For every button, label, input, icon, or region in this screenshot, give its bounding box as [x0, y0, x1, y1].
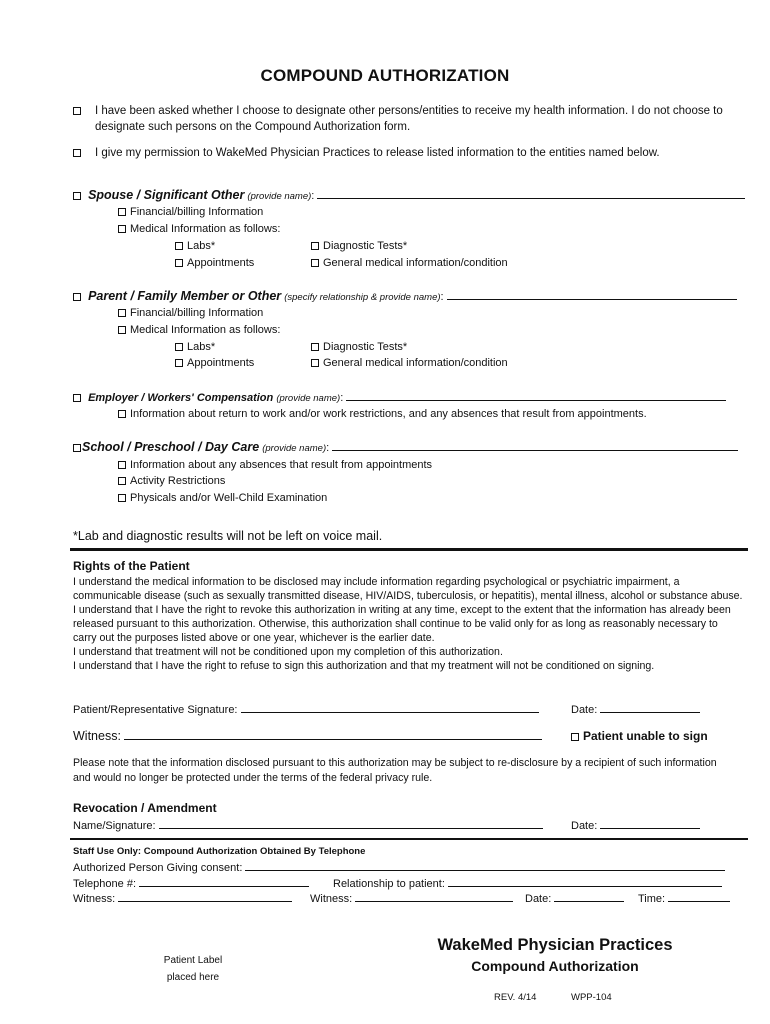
patient-date-label: Date:	[571, 704, 598, 716]
parent-appointments-label: Appointments	[187, 357, 255, 369]
school-physicals-checkbox[interactable]	[118, 494, 126, 502]
school-absences-label: Information about any absences that result from appointments	[130, 459, 433, 471]
revocation-name-label: Name/Signature:	[73, 820, 156, 832]
staff-date-row	[525, 891, 624, 905]
statement-2-text: I give my permission to WakeMed Physician Practices to release listed information to the entities named below.	[95, 147, 660, 159]
school-activity-checkbox[interactable]	[118, 477, 126, 485]
statement-2-checkbox[interactable]	[73, 149, 81, 157]
staff-telephone-field[interactable]	[139, 876, 309, 887]
parent-labs-option	[175, 341, 215, 353]
form-code: WPP-104	[571, 992, 612, 1003]
staff-consent-field[interactable]	[245, 860, 725, 871]
patient-date-row	[571, 702, 700, 716]
staff-witness-1-field[interactable]	[118, 891, 292, 902]
spouse-name-field[interactable]	[317, 188, 745, 199]
spouse-financial-checkbox[interactable]	[118, 208, 126, 216]
school-absences-option	[118, 459, 432, 471]
spouse-labs-option	[175, 240, 215, 252]
staff-witness-1-label: Witness:	[73, 893, 116, 905]
parent-financial-label: Financial/billing Information	[130, 307, 264, 319]
rights-text	[73, 575, 743, 673]
witness-row	[73, 729, 542, 743]
employer-return-checkbox[interactable]	[118, 410, 126, 418]
parent-diagnostic-option	[311, 341, 407, 353]
spouse-financial-option	[118, 206, 263, 218]
spouse-labs-label: Labs*	[187, 240, 216, 252]
statement-1-text: I have been asked whether I choose to designate other persons/entities to receive my health information. I do not choose to designate such persons on the Compound Authorization form.	[95, 105, 723, 133]
spouse-general-option	[311, 257, 508, 269]
staff-consent-label: Authorized Person Giving consent:	[73, 862, 243, 874]
staff-date-field[interactable]	[554, 891, 624, 902]
spouse-medical-checkbox[interactable]	[118, 225, 126, 233]
patient-label-area	[150, 952, 236, 986]
patient-signature-row	[73, 702, 539, 716]
staff-witness-2-field[interactable]	[355, 891, 513, 902]
revocation-date-row	[571, 818, 700, 832]
patient-signature-label: Patient/Representative Signature:	[73, 704, 238, 716]
employer-return-label: Information about return to work and/or work restrictions, and any absences that result from appointments.	[130, 408, 647, 420]
revision: REV. 4/14	[494, 992, 537, 1003]
patient-signature-field[interactable]	[241, 702, 539, 713]
staff-time-field[interactable]	[668, 891, 730, 902]
parent-medical-option	[118, 324, 280, 336]
employer-hint: (provide name)	[276, 393, 341, 404]
parent-hint: (specify relationship & provide name)	[284, 292, 441, 303]
employer-return-option	[118, 408, 647, 420]
employer-label: Employer / Workers' Compensation	[88, 392, 274, 404]
org-name: WakeMed Physician Practices	[437, 936, 673, 954]
staff-telephone-row	[73, 876, 309, 890]
patient-date-field[interactable]	[600, 702, 700, 713]
rights-line-4: I understand that I have the right to refuse to sign this authorization and that my treatment will not be conditioned on signing.	[73, 660, 655, 672]
staff-date-label: Date:	[525, 893, 552, 905]
spouse-row	[73, 188, 748, 202]
staff-relationship-row	[333, 876, 722, 890]
school-colon: :	[326, 442, 330, 454]
spouse-colon: :	[311, 190, 315, 202]
rights-line-3: I understand that treatment will not be conditioned upon my completion of this authorization.	[73, 646, 503, 658]
patient-unable-label: Patient unable to sign	[583, 729, 708, 743]
parent-financial-checkbox[interactable]	[118, 309, 126, 317]
parent-colon: :	[440, 291, 444, 303]
statement-1-row	[73, 103, 743, 135]
parent-medical-checkbox[interactable]	[118, 326, 126, 334]
revocation-name-field[interactable]	[159, 818, 543, 829]
parent-general-checkbox[interactable]	[311, 359, 319, 367]
staff-witness-1-row	[73, 891, 292, 905]
section-divider	[70, 548, 748, 551]
spouse-diagnostic-checkbox[interactable]	[311, 242, 319, 250]
employer-row	[73, 390, 748, 404]
staff-witness-2-row	[310, 891, 513, 905]
school-hint: (provide name)	[262, 443, 327, 454]
spouse-label: Spouse / Significant Other	[88, 188, 245, 202]
school-activity-option	[118, 475, 225, 487]
school-physicals-option	[118, 492, 327, 504]
parent-name-field[interactable]	[447, 289, 737, 300]
staff-consent-row	[73, 860, 725, 874]
spouse-medical-label: Medical Information as follows:	[130, 223, 281, 235]
staff-heading: Staff Use Only: Compound Authorization Obtained By Telephone	[73, 846, 366, 857]
spouse-appointments-option	[175, 257, 254, 269]
rights-line-1: I understand the medical information to be disclosed may include information regarding psychological or psychiatric impairment, a communicable disease (such as sexually transmitted disease, HIV/AIDS, tuberculosis, or hepatitis), mental illness, alcohol or substance abuse.	[73, 576, 743, 602]
school-physicals-label: Physicals and/or Well-Child Examination	[130, 492, 328, 504]
patient-unable-checkbox[interactable]	[571, 733, 579, 741]
parent-financial-option	[118, 307, 263, 319]
spouse-hint: (provide name)	[247, 191, 312, 202]
spouse-medical-option	[118, 223, 280, 235]
revocation-name-row	[73, 818, 543, 832]
staff-time-label: Time:	[638, 893, 666, 905]
parent-labs-label: Labs*	[187, 341, 216, 353]
parent-general-label: General medical information/condition	[323, 357, 508, 369]
school-absences-checkbox[interactable]	[118, 461, 126, 469]
form-name: Compound Authorization	[471, 958, 639, 974]
parent-labs-checkbox[interactable]	[175, 343, 183, 351]
revocation-date-field[interactable]	[600, 818, 700, 829]
spouse-financial-label: Financial/billing Information	[130, 206, 264, 218]
spouse-general-label: General medical information/condition	[323, 257, 508, 269]
patient-label-line-2: placed here	[166, 972, 220, 983]
statement-1-checkbox[interactable]	[73, 107, 81, 115]
spouse-appointments-label: Appointments	[187, 257, 255, 269]
spouse-general-checkbox[interactable]	[311, 259, 319, 267]
patient-label-line-1: Patient Label	[163, 955, 223, 966]
staff-divider	[70, 838, 748, 840]
patient-unable-row	[571, 729, 708, 743]
school-row	[73, 440, 748, 454]
parent-appointments-checkbox[interactable]	[175, 359, 183, 367]
revocation-heading: Revocation / Amendment	[73, 801, 217, 815]
parent-row	[73, 289, 748, 303]
statement-2-row	[73, 145, 743, 161]
staff-telephone-label: Telephone #:	[73, 878, 136, 890]
school-name-field[interactable]	[332, 440, 738, 451]
school-checkbox[interactable]	[73, 444, 81, 452]
rights-heading: Rights of the Patient	[73, 559, 190, 573]
parent-appointments-option	[175, 357, 254, 369]
parent-label: Parent / Family Member or Other	[88, 289, 282, 303]
parent-general-option	[311, 357, 508, 369]
parent-diagnostic-label: Diagnostic Tests*	[323, 341, 408, 353]
spouse-diagnostic-label: Diagnostic Tests*	[323, 240, 408, 252]
employer-checkbox[interactable]	[73, 394, 81, 402]
witness-signature-field[interactable]	[124, 729, 542, 740]
witness-label: Witness:	[73, 729, 121, 743]
rights-line-2: I understand that I have the right to revoke this authorization in writing at any time, except to the extent that the information has already been released pursuant to this authorization. Otherwise, this authorization shall continue to be valid only for as long as reasonably necessary to carry out the purposes listed above or one year, whichever is the earlier date.	[73, 604, 731, 644]
parent-diagnostic-checkbox[interactable]	[311, 343, 319, 351]
staff-witness-2-label: Witness:	[310, 893, 353, 905]
spouse-appointments-checkbox[interactable]	[175, 259, 183, 267]
school-label: School / Preschool / Day Care	[82, 440, 260, 454]
revocation-date-label: Date:	[571, 820, 598, 832]
staff-relationship-field[interactable]	[448, 876, 722, 887]
school-activity-label: Activity Restrictions	[130, 475, 226, 487]
staff-relationship-label: Relationship to patient:	[333, 878, 445, 890]
disclosure-note: Please note that the information disclosed pursuant to this authorization may be subject to re-disclosure by a recipient of such information and would no longer be protected under the terms of the federal privacy rule.	[73, 757, 717, 784]
spouse-diagnostic-option	[311, 240, 407, 252]
lab-note: *Lab and diagnostic results will not be left on voice mail.	[73, 529, 383, 543]
parent-medical-label: Medical Information as follows:	[130, 324, 281, 336]
employer-colon: :	[340, 392, 344, 404]
spouse-labs-checkbox[interactable]	[175, 242, 183, 250]
employer-name-field[interactable]	[346, 390, 726, 401]
page-title: COMPOUND AUTHORIZATION	[260, 66, 510, 85]
spouse-checkbox[interactable]	[73, 192, 81, 200]
staff-time-row	[638, 891, 730, 905]
parent-checkbox[interactable]	[73, 293, 81, 301]
